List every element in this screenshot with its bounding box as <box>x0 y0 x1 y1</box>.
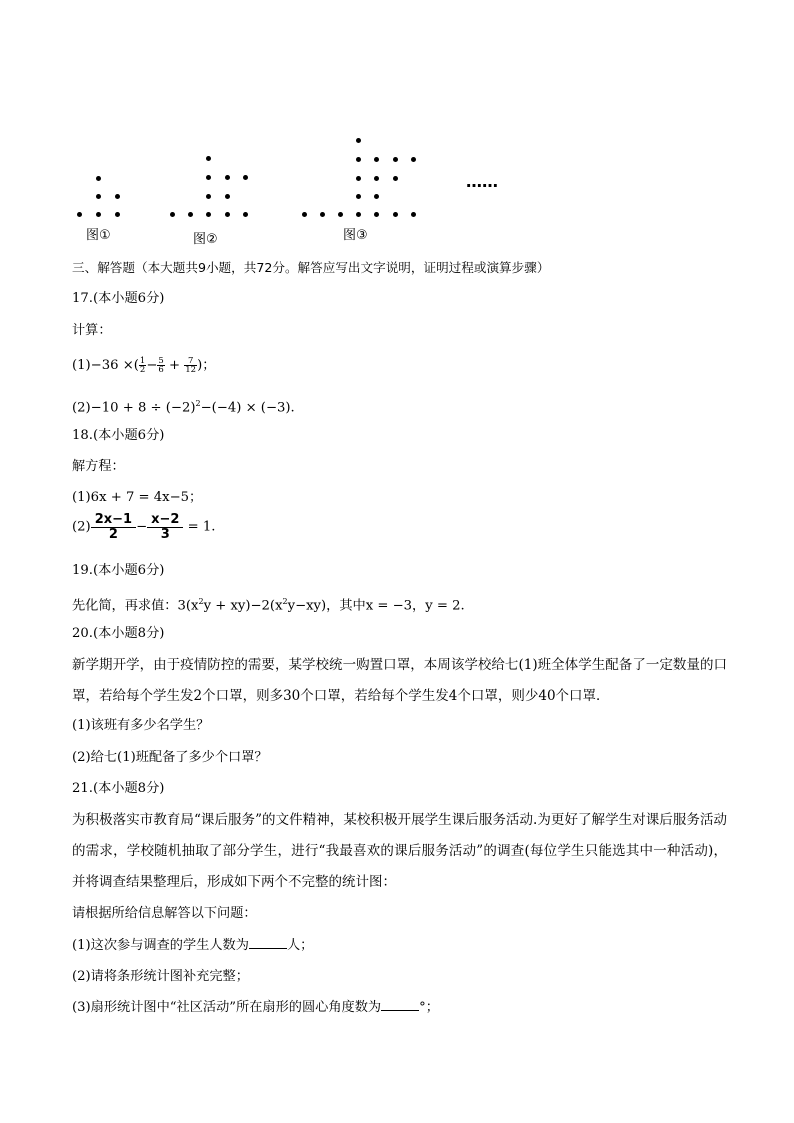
fraction-numerator: x−2 <box>147 513 183 528</box>
figure-2-dot <box>206 156 211 161</box>
q18-p2-prefix: (2) <box>72 519 91 535</box>
exponent: 2 <box>282 597 288 606</box>
figure-1-dot <box>115 194 120 199</box>
exponent: 2 <box>195 399 201 408</box>
fraction <box>157 357 164 375</box>
figure-3-dot <box>356 176 361 181</box>
answer-blank[interactable] <box>249 936 287 949</box>
q21-p1-text: (1)这次参与调查的学生人数为 <box>72 938 249 953</box>
minus-sign: − <box>146 358 158 373</box>
fraction <box>147 513 183 541</box>
q20-header: 20.(本小题8分) <box>72 626 165 641</box>
fraction-numerator: 5 <box>158 355 164 366</box>
figure-2-dot <box>225 212 230 217</box>
fraction-numerator: 7 <box>184 357 197 367</box>
q20-part1: (1)该班有多少名学生？ <box>72 718 210 733</box>
q18-instruction: 解方程： <box>72 459 125 474</box>
q18-part1: (1)6x + 7 = 4x−5； <box>72 490 203 505</box>
pattern-ellipsis: …… <box>466 172 498 191</box>
figure-3-dot <box>393 212 398 217</box>
q17-p1-suffix: )； <box>197 358 216 373</box>
fraction-denominator: 12 <box>185 365 197 375</box>
fraction-denominator: 6 <box>158 365 164 375</box>
figure-3-dot <box>411 157 416 162</box>
q21-instruction: 请根据所给信息解答以下问题： <box>72 906 257 921</box>
q19-header: 19.(本小题6分) <box>72 563 165 578</box>
figure-3-dot <box>411 212 416 217</box>
q19-text: 先化简，再求值：3(x <box>72 598 199 614</box>
q17-p2-text: (2)−10 + 8 ÷ (−2) <box>72 400 196 416</box>
figure-2-dot <box>225 194 230 199</box>
figure-3-dot <box>393 176 398 181</box>
figure-1-label: 图① <box>86 228 111 243</box>
figure-2-dot <box>243 175 248 180</box>
figure-2-dot <box>206 194 211 199</box>
q21-body: 为积极落实市教育局“课后服务”的文件精神，某校积极开展学生课后服务活动.为更好了解学生对课后服务活动的需求，学校随机抽取了部分学生，进行“我最喜欢的课后服务活动”的调查(每位学生只能选其中一种活动)，并将调查结果整理后，形成如下两个不完整的统计图： <box>72 812 727 890</box>
q17-part1 <box>72 356 215 376</box>
fraction-numerator: 2x−1 <box>91 513 136 528</box>
q20-body: 新学期开学，由于疫情防控的需要，某学校统一购置口罩，本周该学校给七(1)班全体学生配备了一定数量的口罩，若给每个学生发2个口罩，则多30个口罩，若给每个学生发4个口罩，则少40个口罩． <box>72 657 727 704</box>
q17-header: 17.(本小题6分) <box>72 291 165 306</box>
q21-p3-text: °； <box>419 1000 439 1015</box>
fraction-denominator: 2 <box>108 526 118 542</box>
figure-3-label: 图③ <box>343 228 368 243</box>
q21-part1 <box>72 936 313 956</box>
q21-p1-text: 人； <box>286 938 314 953</box>
section-heading <box>72 258 549 278</box>
q21-header: 21.(本小题8分) <box>72 781 165 796</box>
exponent: 2 <box>198 597 204 606</box>
q17-part2 <box>72 394 295 418</box>
q21-p3-text: (3)扇形统计图中“社区活动”所在扇形的圆心角度数为 <box>72 1000 382 1015</box>
figure-1-dot <box>96 176 101 181</box>
plus-sign: + <box>164 358 185 373</box>
q19-body <box>72 592 465 616</box>
figure-2-dot <box>188 212 193 217</box>
figure-3-dot <box>356 212 361 217</box>
q17-p2-text: −(−4) × (−3). <box>200 400 295 416</box>
figure-2-dot <box>206 175 211 180</box>
figure-3-dot <box>374 157 379 162</box>
figure-1-dot <box>96 194 101 199</box>
figure-1-dot <box>115 212 120 217</box>
figure-2-dot <box>170 212 175 217</box>
q20-part2: (2)给七(1)班配备了多少个口罩？ <box>72 750 268 765</box>
figure-1-dot <box>96 212 101 217</box>
q21-part2: (2)请将条形统计图补充完整； <box>72 969 249 984</box>
q18-p2-suffix: = 1. <box>183 519 216 535</box>
q18-part2 <box>72 513 215 541</box>
figure-3-dot <box>356 194 361 199</box>
figure-3-dot <box>393 157 398 162</box>
figure-2-label: 图② <box>193 232 218 247</box>
figure-3-dot <box>374 212 379 217</box>
answer-blank[interactable] <box>381 998 419 1011</box>
figure-2-dot <box>206 212 211 217</box>
figure-3-dot <box>356 138 361 143</box>
fraction-denominator: 2 <box>139 365 146 375</box>
q19-text: y + xy)−2(x <box>203 598 283 614</box>
q17-p1-prefix: (1)−36 ×( <box>72 358 139 373</box>
figure-3-dot <box>374 194 379 199</box>
q19-text: y−xy)，其中x = −3，y = 2. <box>287 598 465 614</box>
fraction <box>184 357 197 375</box>
figure-3-dot <box>302 212 307 217</box>
q21-part3 <box>72 998 439 1018</box>
figure-2-dot <box>225 175 230 180</box>
fraction-denominator: 3 <box>160 526 170 542</box>
q17-instruction: 计算： <box>72 323 112 338</box>
figure-3-dot <box>320 212 325 217</box>
fraction <box>91 513 136 541</box>
figure-3-dot <box>374 176 379 181</box>
figure-3-dot <box>356 157 361 162</box>
figure-3-dot <box>338 212 343 217</box>
q18-header: 18.(本小题6分) <box>72 428 165 443</box>
figure-2-dot <box>243 212 248 217</box>
figure-1-dot <box>77 212 82 217</box>
fraction-numerator: 1 <box>139 355 146 366</box>
section-heading-text: 三、解答题（本大题共9小题，共72分。解答应写出文字说明，证明过程或演算步骤） <box>72 260 550 275</box>
minus-sign: − <box>136 519 148 535</box>
